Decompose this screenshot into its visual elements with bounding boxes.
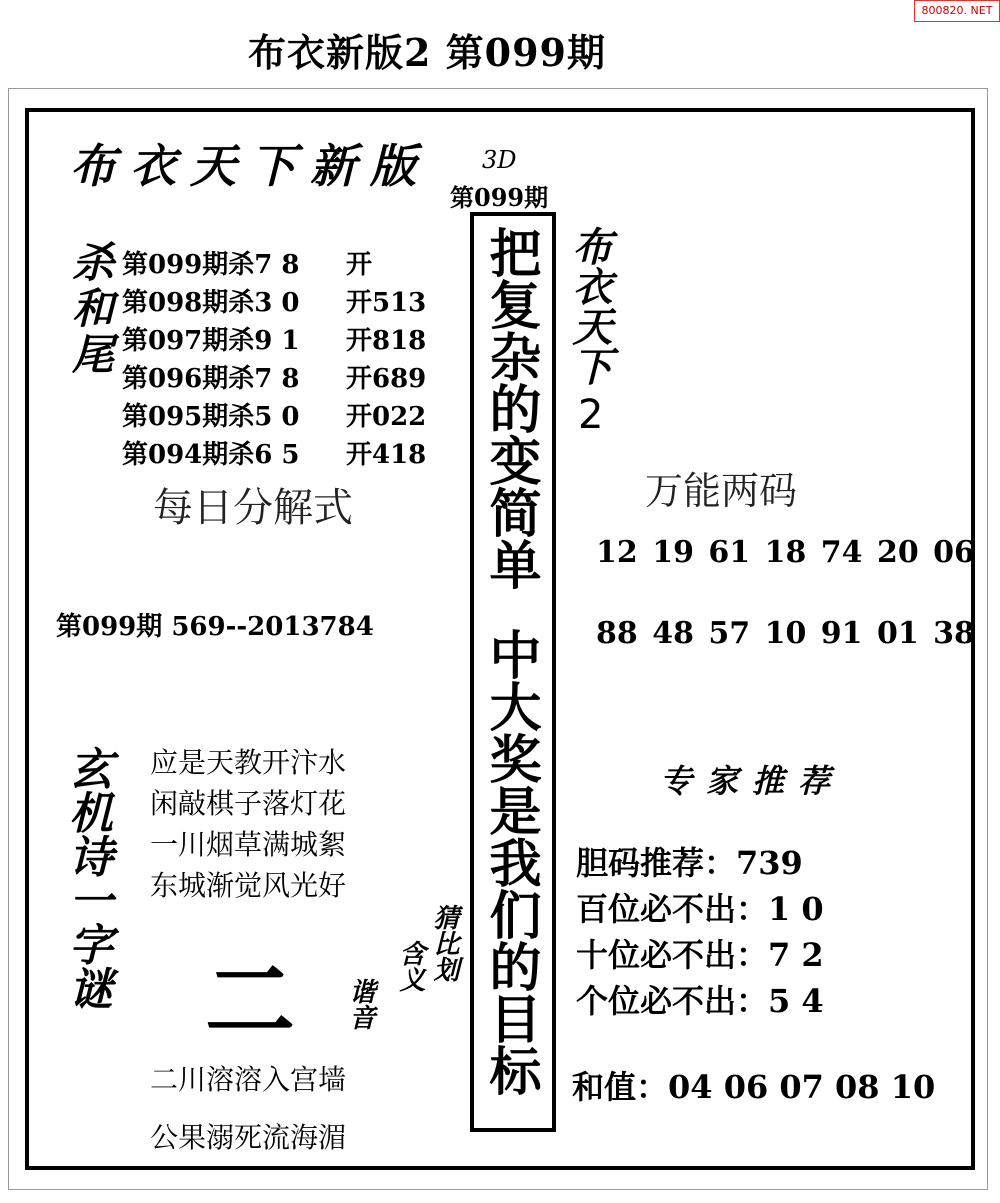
kill-row-issue: 第099期杀7 8: [122, 250, 300, 280]
riddle-poem: [150, 742, 346, 906]
reco-row: [576, 932, 824, 978]
daily-formula: 第099期 569--2013784: [56, 612, 374, 642]
riddle-hint: 谐音: [345, 978, 375, 1030]
kill-row: [122, 398, 426, 436]
sum-value: 04 06 07 08 10: [668, 1068, 936, 1106]
kill-row-open: 开: [346, 250, 373, 280]
reco-value: 7 2: [768, 936, 824, 974]
poem-line: 一川烟草满城絮: [150, 828, 347, 861]
brand-number: 2: [578, 392, 604, 438]
brand-title: 布衣天下新版: [70, 139, 430, 193]
poem-line: 闲敲棋子落灯花: [150, 787, 347, 820]
kill-row-issue: 第098期杀3 0: [122, 288, 300, 318]
kill-row: [122, 436, 426, 474]
extra-verse: 二川溶溶入宫墙: [150, 1063, 347, 1096]
kill-row: [122, 360, 426, 398]
brand-vertical: 布衣天下: [566, 226, 613, 386]
kill-row-issue: 第097期杀9 1: [122, 326, 300, 356]
kill-row-open: 开689: [346, 364, 427, 394]
universal-pairs-line: 88 48 57 10 91 01 38: [596, 616, 975, 651]
riddle-hint: 猜比划: [429, 904, 459, 982]
site-watermark: 800820. NET: [914, 0, 1000, 22]
kill-row-issue: 第096期杀7 8: [122, 364, 300, 394]
extra-verse: 公果溺死流海湄: [150, 1121, 347, 1154]
kill-row: [122, 284, 426, 322]
daily-formula-label: 每日分解式: [153, 485, 353, 531]
reco-row: [576, 886, 824, 932]
reco-value: 5 4: [768, 982, 824, 1020]
kill-row-issue: 第094期杀6 5: [122, 440, 300, 470]
expert-recommendations: [576, 840, 824, 1024]
kill-row-open: 开818: [346, 326, 427, 356]
kill-row-open: 开022: [346, 402, 427, 432]
page-headline: 布衣新版2 第099期: [248, 30, 606, 75]
reco-row: [576, 978, 824, 1024]
slogan-part1: 把复杂的变简单: [480, 226, 541, 590]
issue-tag: 第099期: [450, 183, 549, 212]
reco-row: [576, 840, 824, 886]
kill-tail-label: 杀和尾: [66, 240, 115, 378]
sum-values: [572, 1062, 935, 1108]
reco-label: 十位必不出：: [576, 936, 769, 974]
universal-pairs-line: 12 19 61 18 74 20 06: [596, 535, 975, 570]
riddle-poem-label: 玄机诗一字谜: [61, 746, 112, 1010]
universal-pairs-title: 万能两码: [645, 469, 798, 513]
riddle-hint: 含义: [395, 940, 425, 992]
riddle-answer: 二: [205, 948, 297, 1054]
kill-row-open: 开513: [346, 288, 427, 318]
expert-title: 专家推荐: [660, 762, 845, 800]
kill-row: [122, 322, 426, 360]
poem-line: 东城渐觉风光好: [150, 869, 347, 902]
reco-label: 百位必不出：: [576, 890, 769, 928]
slogan-part2: 中大奖是我们的目标: [480, 628, 541, 1096]
kill-row: [122, 246, 426, 284]
poem-line: 应是天教开汴水: [150, 746, 347, 779]
reco-value: 739: [736, 844, 803, 882]
reco-value: 1 0: [768, 890, 824, 928]
kill-row-issue: 第095期杀5 0: [122, 402, 300, 432]
sum-label: 和值：: [572, 1068, 669, 1106]
kill-list: [122, 246, 426, 474]
reco-label: 胆码推荐：: [576, 844, 737, 882]
tag-3d: 3D: [482, 146, 517, 174]
kill-row-open: 开418: [346, 440, 427, 470]
reco-label: 个位必不出：: [576, 982, 769, 1020]
